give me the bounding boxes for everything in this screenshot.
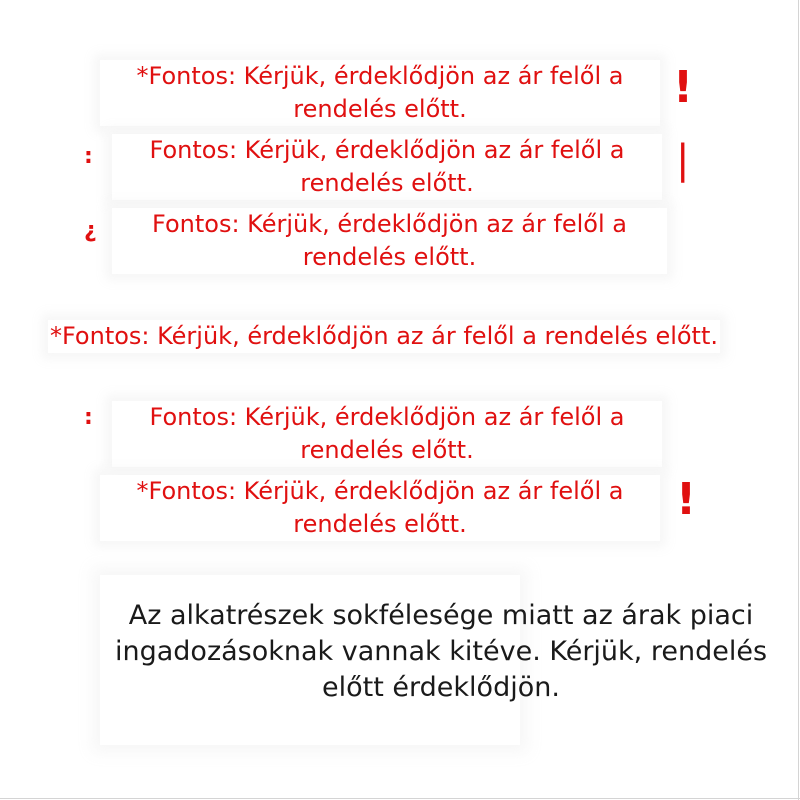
exclamation-mark-fragment: ! [676,474,697,525]
price-inquiry-notice [48,320,720,353]
price-variation-note: Az alkatrészek sokfélesége miatt az árak piaci ingadozásoknak vannak kitéve. Kérjük, rendelés előtt érdeklődjön. [114,600,768,703]
page-border-bottom [0,798,800,799]
page-border-right [798,0,799,800]
price-inquiry-notice [112,134,662,200]
bracket-fragment: | [676,137,690,183]
notice-text: *Fontos: Kérjük, érdeklődjön az ár felől a rendelés előtt. [136,62,624,123]
price-inquiry-notice [100,475,660,541]
price-inquiry-notice [112,208,667,274]
price-inquiry-notice [100,60,660,126]
price-inquiry-notice [112,401,662,467]
notice-text: *Fontos: Kérjük, érdeklődjön az ár felől a rendelés előtt. [49,322,719,350]
notice-text: Fontos: Kérjük, érdeklődjön az ár felől a rendelés előtt. [152,210,627,271]
punctuation-fragment: ¿ [84,218,97,243]
punctuation-fragment: : [84,405,93,430]
notice-text: Fontos: Kérjük, érdeklődjön az ár felől a rendelés előtt. [149,403,625,464]
punctuation-fragment: : [84,144,93,169]
notice-text: Fontos: Kérjük, érdeklődjön az ár felől a rendelés előtt. [149,136,625,197]
notice-text: *Fontos: Kérjük, érdeklődjön az ár felől a rendelés előtt. [136,477,624,538]
exclamation-mark-fragment: ! [673,62,694,113]
